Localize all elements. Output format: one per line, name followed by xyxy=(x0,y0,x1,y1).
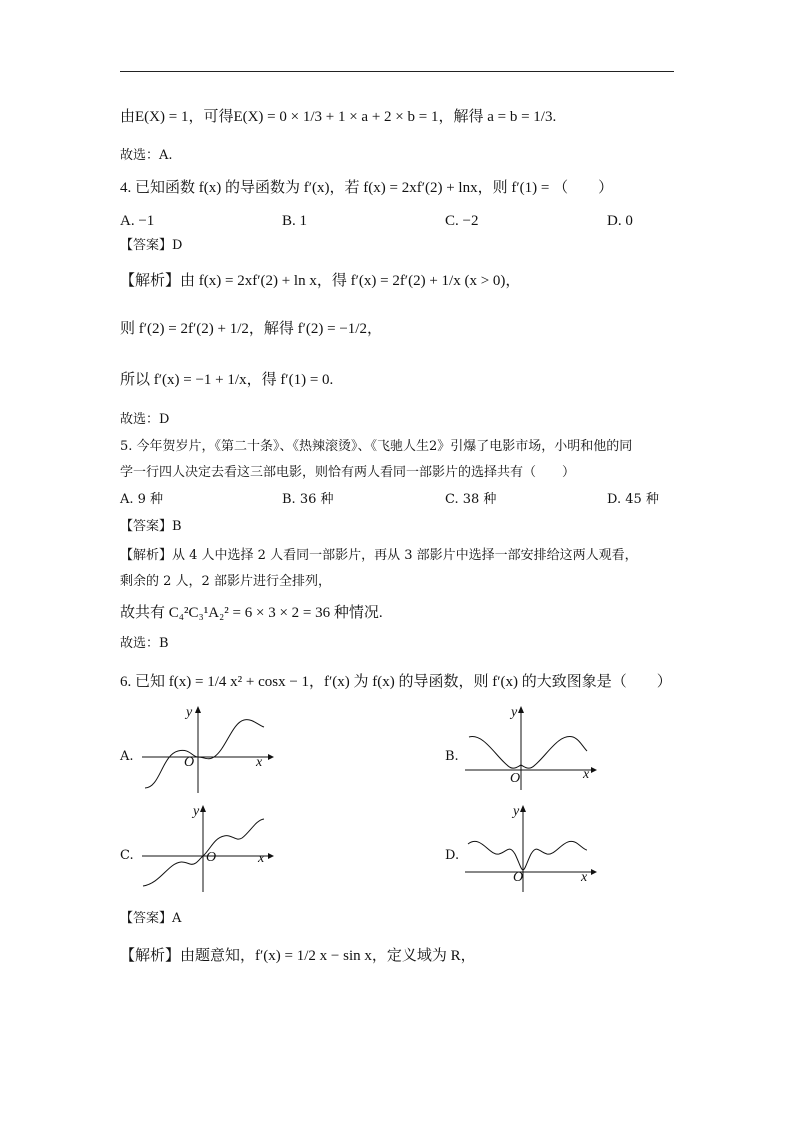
graph-c xyxy=(140,804,275,894)
graph-b-x-label: x xyxy=(583,767,590,782)
q4-option-a: A. −1 xyxy=(120,213,155,229)
graph-d-label: D. xyxy=(445,848,460,863)
q4-answer: 【答案】D xyxy=(120,238,183,253)
graph-c-y-label: y xyxy=(193,804,200,819)
graph-d-origin-label: O xyxy=(513,870,524,885)
q5-choice: 故选：B xyxy=(120,636,169,651)
graph-c-label: C. xyxy=(120,848,134,863)
q4-analysis-3: 所以 f′(x) = −1 + 1/x，得 f′(1) = 0. xyxy=(120,372,334,388)
q6-answer: 【答案】A xyxy=(120,911,182,926)
graph-b xyxy=(463,705,598,795)
graph-c-origin-label: O xyxy=(206,850,217,865)
graph-a-y-label: y xyxy=(186,705,193,720)
graph-b-origin-label: O xyxy=(510,771,521,786)
q4-choice: 故选：D xyxy=(120,412,170,427)
q5-answer: 【答案】B xyxy=(120,519,182,534)
q3-solution-line: 由E(X) = 1，可得E(X) = 0 × 1/3 + 1 × a + 2 × b = 1，解得 a = b = 1/3. xyxy=(120,109,557,125)
q5-stem-2: 学一行四人决定去看这三部电影，则恰有两人看同一部影片的选择共有（ ） xyxy=(120,465,576,480)
graph-a-origin-label: O xyxy=(184,755,195,770)
graph-a xyxy=(140,705,275,795)
q5-option-b: B. 36 种 xyxy=(282,492,334,507)
q6-stem: 6. 已知 f(x) = 1/4 x² + cosx − 1，f′(x) 为 f(x) 的导函数，则 f′(x) 的大致图象是（ ） xyxy=(120,674,672,690)
q4-option-c: C. −2 xyxy=(445,213,479,229)
q4-option-b: B. 1 xyxy=(282,213,308,229)
graph-b-label: B. xyxy=(445,749,459,764)
q5-analysis-1: 【解析】从 4 人中选择 2 人看同一部影片，再从 3 部影片中选择一部安排给这两人观看， xyxy=(120,548,638,563)
graph-d-y-label: y xyxy=(513,804,520,819)
q3-choice: 故选：A. xyxy=(120,148,173,163)
header-rule xyxy=(120,71,674,72)
q5-option-a: A. 9 种 xyxy=(120,492,164,507)
q5-option-c: C. 38 种 xyxy=(445,492,497,507)
q4-option-d: D. 0 xyxy=(607,213,633,229)
q4-analysis-1: 【解析】由 f(x) = 2xf′(2) + ln x，得 f′(x) = 2f′(2) + 1/x (x > 0)， xyxy=(120,273,521,289)
graph-a-x-label: x xyxy=(256,755,263,770)
q5-option-d: D. 45 种 xyxy=(607,492,659,507)
q5-analysis-2: 剩余的 2 人，2 部影片进行全排列， xyxy=(120,574,331,589)
q4-analysis-2: 则 f′(2) = 2f′(2) + 1/2，解得 f′(2) = −1/2， xyxy=(120,321,382,337)
graph-c-x-label: x xyxy=(258,851,265,866)
graph-a-label: A. xyxy=(120,749,134,764)
q5-analysis-3: 故共有 C₄²C₃¹A₂² = 6 × 3 × 2 = 36 种情况. xyxy=(120,605,383,621)
graph-b-y-label: y xyxy=(511,705,518,720)
graph-d xyxy=(463,804,598,894)
q4-stem: 4. 已知函数 f(x) 的导函数为 f′(x)，若 f(x) = 2xf′(2) + lnx，则 f′(1) = （ ） xyxy=(120,180,614,196)
q6-analysis-1: 【解析】由题意知，f′(x) = 1/2 x − sin x，定义域为 R， xyxy=(120,948,476,964)
graph-d-x-label: x xyxy=(581,870,588,885)
q5-stem-1: 5. 今年贺岁片，《第二十条》、《热辣滚烫》、《飞驰人生2》引爆了电影市场，小明和他的同 xyxy=(120,439,633,454)
